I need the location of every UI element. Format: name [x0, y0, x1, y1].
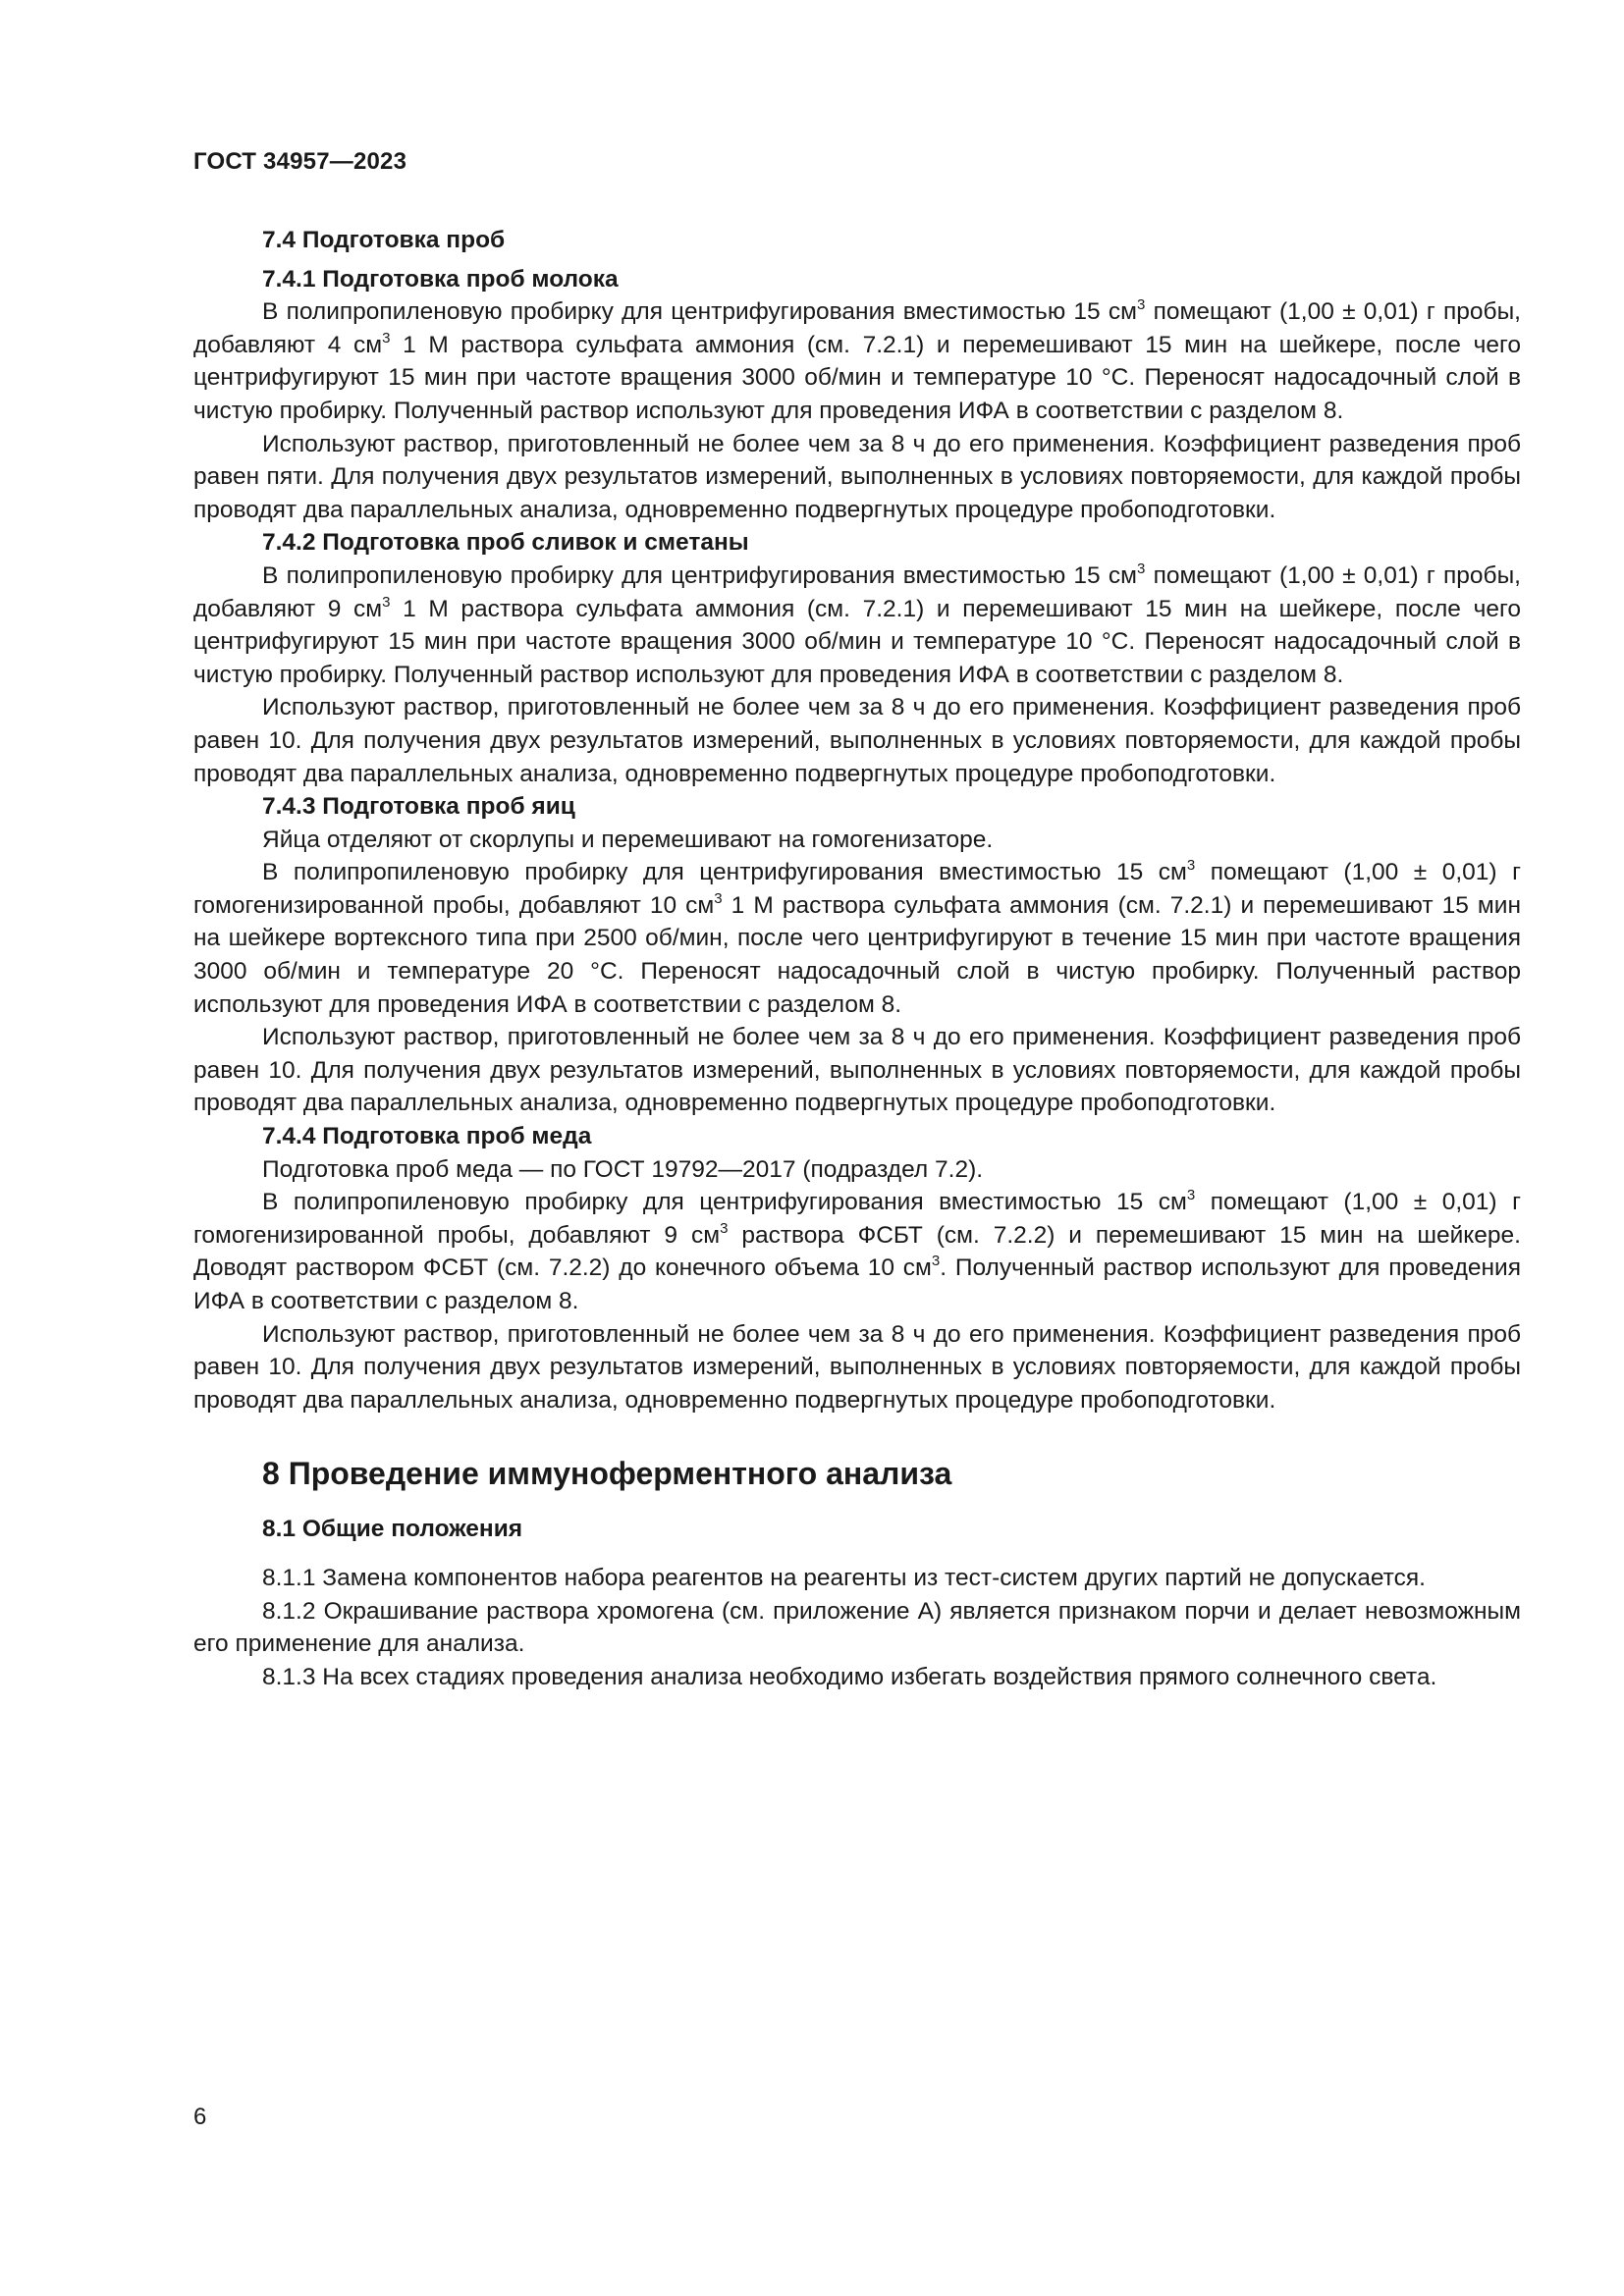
paragraph: Используют раствор, приготовленный не более чем за 8 ч до его применения. Коэффициент разведения проб равен 10. Для получения двух результатов измерений, выполненных в условиях повторяемости, для каждой пробы проводят два параллельных анализа, одновременно подвергнутых процедуре пробоподготовки.: [193, 694, 1521, 787]
section-7-4-3-title: 7.4.3 Подготовка проб яиц: [262, 793, 575, 821]
section-8-title: 8 Проведение иммуноферментного анализа: [262, 1456, 952, 1492]
document-header: ГОСТ 34957—2023: [193, 148, 407, 175]
section-7-4-1-title: 7.4.1 Подготовка проб молока: [262, 265, 619, 293]
paragraph: Используют раствор, приготовленный не более чем за 8 ч до его применения. Коэффициент разведения проб равен пяти. Для получения двух результатов измерений, выполненных в условиях повторяемости, для каждой пробы проводят два параллельных анализа, одновременно подвергнутых процедуре пробоподготовки.: [193, 430, 1521, 523]
paragraph: Яйца отделяют от скорлупы и перемешивают на гомогенизаторе.: [262, 826, 994, 853]
paragraph: 8.1.3 На всех стадиях проведения анализа необходимо избегать воздействия прямого солнечного света.: [262, 1663, 1437, 1690]
paragraph: Используют раствор, приготовленный не более чем за 8 ч до его применения. Коэффициент разведения проб равен 10. Для получения двух результатов измерений, выполненных в условиях повторяемости, для каждой пробы проводят два параллельных анализа, одновременно подвергнутых процедуре пробоподготовки.: [193, 1024, 1521, 1117]
section-8-1-title: 8.1 Общие положения: [262, 1516, 523, 1543]
paragraph: В полипропиленовую пробирку для центрифугирования вместимостью 15 $см^3$ помещают (1,00 ± 0,01) г гомогенизированной пробы, добавляют 10 $см^3$ 1 М раствора сульфата аммония (см. 7.2.1) и перемешивают 15 мин на шейкере вортексного типа при 2500 об/мин, после чего центрифугируют в течение 15 мин при частоте вращения 3000 об/мин и температуре 20 °С. Переносят надосадочный слой в чистую пробирку. Полученный раствор используют для проведения ИФА в соответствии с разделом 8.: [193, 857, 1522, 1018]
paragraph: В полипропиленовую пробирку для центрифугирования вместимостью 15 $см^3$ помещают (1,00 ± 0,01) г пробы, добавляют 4 $см^3$ 1 М раствора сульфата аммония (см. 7.2.1) и перемешивают 15 мин на шейкере, после чего центрифугируют 15 мин при частоте вращения 3000 об/мин и температуре 10 °С. Переносят надосадочный слой в чистую пробирку. Полученный раствор используют для проведения ИФА в соответствии с разделом 8.: [193, 296, 1521, 424]
paragraph: Используют раствор, приготовленный не более чем за 8 ч до его применения. Коэффициент разведения проб равен 10. Для получения двух результатов измерений, выполненных в условиях повторяемости, для каждой пробы проводят два параллельных анализа, одновременно подвергнутых процедуре пробоподготовки.: [193, 1320, 1521, 1414]
paragraph: В полипропиленовую пробирку для центрифугирования вместимостью 15 $см^3$ помещают (1,00 ± 0,01) г пробы, добавляют 9 $см^3$ 1 М раствора сульфата аммония (см. 7.2.1) и перемешивают 15 мин на шейкере, после чего центрифугируют 15 мин при частоте вращения 3000 об/мин и температуре 10 °С. Переносят надосадочный слой в чистую пробирку. Полученный раствор используют для проведения ИФА в соответствии с разделом 8.: [193, 560, 1521, 688]
paragraph: 8.1.2 Окрашивание раствора хромогена (см. приложение А) является признаком порчи и делает невозможным его применение для анализа.: [193, 1597, 1521, 1658]
section-7-4-2-title: 7.4.2 Подготовка проб сливок и сметаны: [262, 529, 749, 557]
paragraph: 8.1.1 Замена компонентов набора реагентов на реагенты из тест-систем других партий не допускается.: [262, 1564, 1426, 1591]
section-7-4-title: 7.4 Подготовка проб: [262, 227, 506, 253]
paragraph: В полипропиленовую пробирку для центрифугирования вместимостью 15 $см^3$ помещают (1,00 ± 0,01) г гомогенизированной пробы, добавляют 9 $см^3$ раствора ФСБТ (см. 7.2.2) и перемешивают 15 мин на шейкере. Доводят раствором ФСБТ (см. 7.2.2) до конечного объема 10 $см^3$. Полученный раствор используют для проведения ИФА в соответствии с разделом 8.: [193, 1187, 1522, 1314]
document-body: [193, 224, 1521, 1693]
page-number: 6: [193, 2104, 207, 2130]
paragraph: Подготовка проб меда — по ГОСТ 19792—2017 (подраздел 7.2).: [262, 1155, 984, 1183]
section-7-4-4-title: 7.4.4 Подготовка проб меда: [262, 1123, 592, 1150]
